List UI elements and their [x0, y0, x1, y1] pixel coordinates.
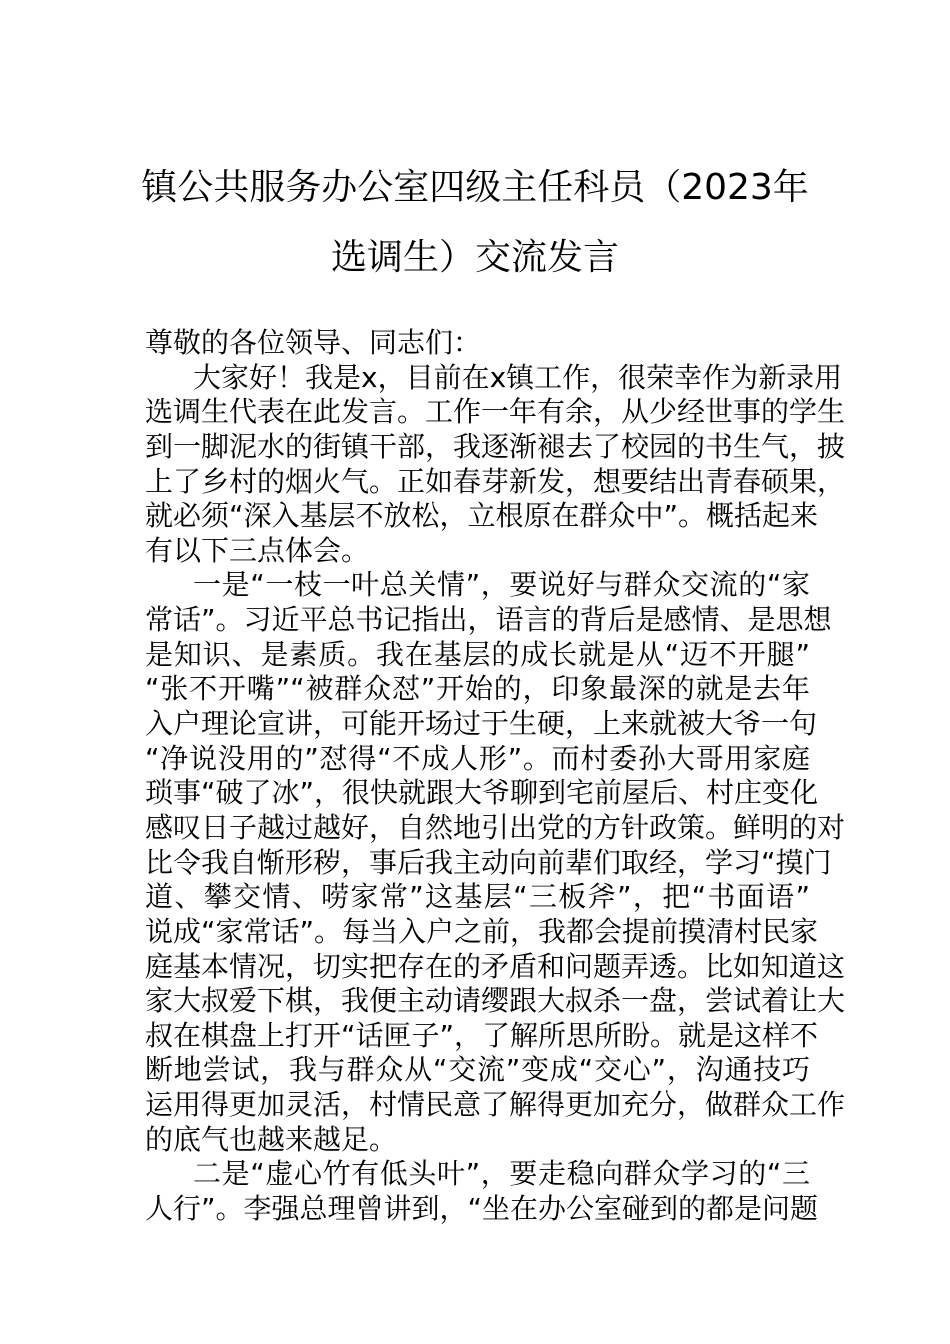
body-line: 大家好！我是x，目前在x镇工作，很荣幸作为新录用 — [193, 360, 843, 394]
body-line: 上了乡村的烟火气。正如春芽新发，想要结出青春硕果， — [145, 464, 846, 498]
body-line: “张不开嘴”“被群众怼”开始的，印象最深的就是去年 — [145, 672, 810, 706]
salutation: 尊敬的各位领导、同志们： — [145, 326, 482, 359]
body-line: 家大叔爱下棋，我便主动请缨跟大叔杀一盘，尝试着让大 — [145, 984, 846, 1018]
body-line: “净说没用的”怼得“不成人形”。而村委孙大哥用家庭 — [145, 741, 810, 775]
body-line: 常话”。习近平总书记指出，语言的背后是感情、是思想 — [145, 603, 832, 637]
body-line: 感叹日子越过越好，自然地引出党的方针政策。鲜明的对 — [145, 810, 846, 844]
document-title-line-1: 镇公共服务办公室四级主任科员（2023年 — [141, 167, 809, 208]
body-line: 道、攀交情、唠家常”这基层“三板斧”，把“书面语” — [145, 880, 810, 914]
body-line: 叔在棋盘上打开“话匣子”，了解所思所盼。就是这样不 — [145, 1018, 819, 1052]
body-line: 庭基本情况，切实把存在的矛盾和问题弄透。比如知道这 — [145, 949, 846, 983]
body-line: 到一脚泥水的街镇干部，我逐渐褪去了校园的书生气，披 — [145, 429, 846, 463]
document-body — [145, 326, 846, 1227]
body-line: 是知识、是素质。我在基层的成长就是从“迈不开腿” — [145, 637, 810, 671]
document-title-line-2: 选调生）交流发言 — [330, 237, 619, 278]
body-line: 人行”。李强总理曾讲到，“坐在办公室碰到的都是问题 — [145, 1192, 819, 1226]
body-text — [145, 360, 846, 1227]
body-line: 运用得更加灵活，村情民意了解得更加充分，做群众工作 — [145, 1088, 846, 1122]
body-line: 的底气也越来越足。 — [145, 1122, 398, 1156]
body-line: 说成“家常话”。每当入户之前，我都会提前摸清村民家 — [145, 914, 819, 948]
body-line: 一是“一枝一叶总关情”，要说好与群众交流的“家 — [193, 568, 810, 602]
body-line: 断地尝试，我与群众从“交流”变成“交心”，沟通技巧 — [145, 1053, 810, 1087]
body-line: 入户理论宣讲，可能开场过于生硬，上来就被大爷一句 — [145, 707, 818, 741]
body-line: 琐事“破了冰”，很快就跟大爷聊到宅前屋后、村庄变化 — [145, 776, 819, 810]
body-line: 有以下三点体会。 — [145, 533, 370, 567]
body-line: 比令我自惭形秽，事后我主动向前辈们取经，学习“摸门 — [145, 845, 832, 879]
body-line: 就必须“深入基层不放松，立根原在群众中”。概括起来 — [145, 499, 819, 533]
body-line: 选调生代表在此发言。工作一年有余，从少经世事的学生 — [145, 395, 846, 429]
body-line: 二是“虚心竹有低头叶”，要走稳向群众学习的“三 — [193, 1157, 810, 1191]
